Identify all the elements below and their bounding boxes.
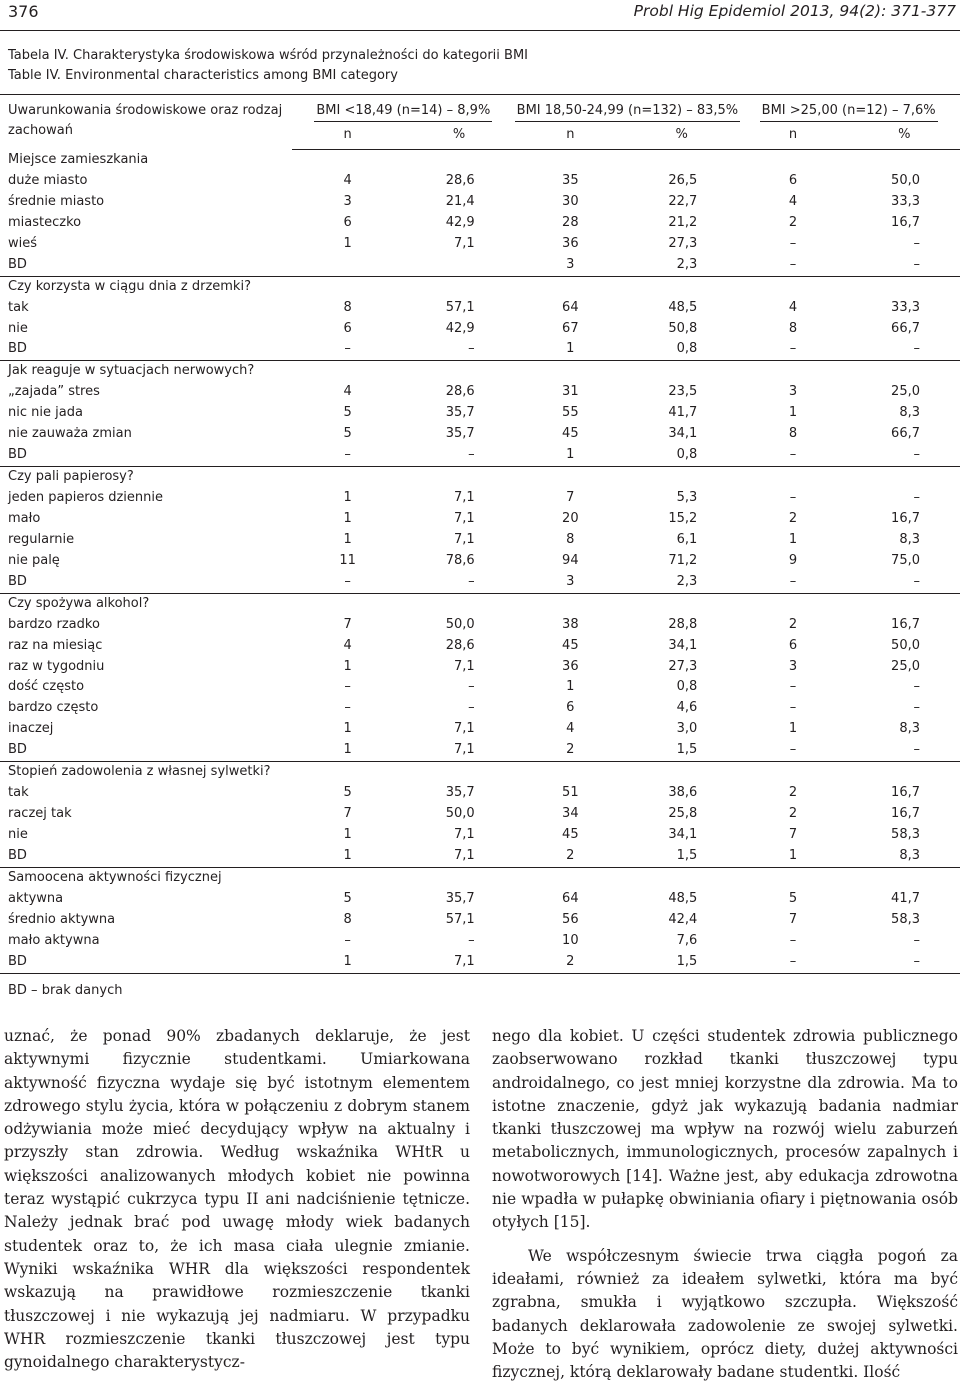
cell-count: – [789, 256, 797, 272]
table-caption-en: Table IV. Environmental characteristics among BMI category [8, 68, 398, 83]
cell-count: 1 [788, 405, 798, 421]
cell-percent: 8,3 [899, 531, 920, 547]
row-label: mało aktywna [8, 932, 100, 948]
subheader-pct: % [626, 125, 737, 150]
cell-count: 6 [788, 172, 798, 188]
cell-percent: 66,7 [891, 320, 920, 336]
cell-percent: 50,0 [445, 616, 475, 632]
cell-count: 1 [566, 447, 575, 463]
cell-count: 6 [343, 320, 352, 336]
row-label: nie [8, 320, 28, 336]
cell-count: 45 [562, 827, 579, 842]
row-label: bardzo rzadko [8, 616, 100, 632]
cell-percent: 16,7 [891, 616, 920, 632]
row-label: BD [8, 847, 27, 863]
row-label: bardzo często [8, 700, 99, 716]
cell-count: – [789, 490, 797, 505]
cell-percent: 58,3 [891, 911, 920, 927]
table-row [0, 424, 960, 445]
cell-count: 2 [566, 742, 575, 758]
cell-percent: 1,5 [676, 742, 698, 758]
section-header-row [0, 762, 960, 783]
cell-percent: 6,1 [676, 531, 698, 547]
cell-count: – [344, 447, 351, 463]
cell-percent: 7,1 [453, 490, 475, 505]
cell-count: 1 [343, 847, 352, 863]
body-column-left [4, 1025, 470, 1374]
cell-count: – [789, 447, 797, 463]
cell-count: 36 [562, 658, 579, 674]
cell-count: 10 [562, 932, 579, 948]
cell-count: 1 [343, 235, 352, 251]
row-label: „zajada” stres [8, 384, 100, 400]
cell-count: – [737, 952, 848, 973]
cell-percent: 38,6 [668, 785, 698, 801]
table-row [0, 889, 960, 910]
table-row [0, 698, 960, 719]
cell-percent: – [913, 490, 920, 505]
table-row [0, 910, 960, 931]
cell-percent: 7,1 [453, 847, 475, 863]
cell-percent: 7,1 [453, 742, 475, 758]
cell-percent: – [913, 447, 920, 463]
row-label: raz w tygodniu [8, 658, 105, 674]
cell-count: 4 [343, 172, 352, 188]
cell-count: 1 [566, 341, 575, 357]
section-header-row [0, 467, 960, 488]
table-row [0, 530, 960, 551]
section-header-row [0, 276, 960, 297]
table-row [0, 931, 960, 952]
row-label: nic nie jada [8, 405, 83, 421]
section-title: Czy spożywa alkohol? [0, 593, 960, 614]
table-row [0, 319, 960, 340]
cell-count: 8 [566, 531, 575, 547]
cell-count: 7 [343, 806, 352, 822]
cell-percent: 7,1 [453, 235, 475, 251]
cell-count: 1 [343, 490, 352, 505]
cell-percent: – [913, 256, 920, 272]
cell-percent: 8,3 [899, 721, 920, 737]
cell-count: – [789, 932, 797, 948]
cell-percent: – [468, 341, 475, 357]
cell-percent: – [849, 952, 960, 973]
section-header-row [0, 150, 960, 171]
subheader-pct: % [849, 125, 960, 150]
cell-percent: 25,0 [891, 658, 920, 674]
cell-percent: – [913, 341, 920, 357]
table-row [0, 846, 960, 867]
row-label: BD [8, 573, 27, 589]
cell-percent: 7,1 [453, 827, 475, 842]
cell-percent: 21,4 [445, 193, 475, 209]
cell-percent: – [468, 447, 475, 463]
table-row [0, 719, 960, 740]
cell-count: 64 [562, 299, 579, 315]
cell-percent: 57,1 [445, 299, 475, 315]
cell-count: 1 [788, 531, 798, 547]
body-column-right [492, 1025, 958, 1384]
cell-count: – [344, 932, 351, 948]
paragraph: uznać, że ponad 90% zbadanych deklaruje, że jest aktywnymi fizycznie studentkami. Umiarkowana aktywność fizyczna wydaje się być istotnym elementem zdrowego stylu życia, która w połączeniu z dobrym stanem odżywiania może mieć decydujący wpływ na aktualny i przyszły stan zdrowia. Według wskaźnika WHtR u większości analizowanych młodych kobiet nie powinna teraz wystąpić cukrzyca typu II ani nadciśnienie tętnicze. Należy jednak brać pod uwagę młody wiek badanych studentek oraz to, że ich masa ciała ulegnie zmianie. Wyniki wskaźnika WHR dla większości respondentek wskazują na prawidłowe rozmieszczenie tkanki tłuszczowej i nie wykazują jej nadmiaru. W przypadku WHR rozmieszczenie tkanki tłuszczowej jest typu gynoidalnego charakterystycz- [4, 1027, 470, 1372]
cell-count: 1 [343, 510, 352, 526]
cell-percent: 33,3 [891, 193, 920, 209]
cell-percent: 7,1 [453, 658, 475, 674]
cell-percent: 41,7 [891, 890, 920, 906]
row-label: raczej tak [8, 806, 72, 822]
table-row [0, 488, 960, 509]
cell-count: 5 [788, 890, 798, 906]
row-label: dość często [8, 679, 85, 695]
cell-count: 3 [788, 384, 798, 400]
table-row [0, 171, 960, 192]
cell-percent: 50,0 [891, 637, 920, 653]
cell-percent: 2,3 [676, 573, 698, 589]
cell-percent: – [913, 700, 920, 716]
table-row [0, 213, 960, 234]
cell-count: 20 [562, 510, 579, 526]
page-number: 376 [8, 2, 39, 21]
cell-percent: – [913, 932, 920, 948]
cell-percent: 1,5 [626, 952, 737, 973]
table-row [0, 636, 960, 657]
table-caption [8, 46, 528, 86]
subheader-n: n [737, 125, 848, 150]
cell-count: 6 [566, 700, 575, 716]
row-label: inaczej [8, 721, 54, 737]
cell-count: 2 [566, 847, 575, 863]
cell-percent: 16,7 [891, 510, 920, 526]
cell-percent: 1,5 [676, 847, 698, 863]
cell-count: 8 [343, 299, 352, 315]
table-row [0, 298, 960, 319]
cell-count: – [344, 679, 351, 695]
row-label: nie [8, 827, 28, 842]
cell-percent: 75,0 [891, 552, 920, 568]
cell-count: 4 [343, 384, 352, 400]
cell-count: 9 [788, 552, 798, 568]
section-header-row [0, 867, 960, 888]
cell-percent: 27,3 [668, 658, 698, 674]
row-label: nie palę [8, 552, 60, 568]
cell-count: 1 [343, 742, 352, 758]
cell-percent: 66,7 [891, 426, 920, 442]
cell-percent: 3,0 [676, 721, 698, 737]
table-row [0, 445, 960, 466]
table-row [0, 509, 960, 530]
row-label: BD [8, 447, 27, 463]
section-title: Stopień zadowolenia z własnej sylwetki? [0, 762, 960, 783]
table-footnote: BD – brak danych [8, 983, 123, 998]
row-label: BD [0, 952, 292, 973]
cell-percent: – [913, 573, 920, 589]
row-label: wieś [8, 235, 38, 251]
cell-count: – [789, 679, 797, 695]
section-header-row [0, 593, 960, 614]
cell-count: 31 [562, 384, 579, 400]
cell-count: 2 [515, 952, 626, 973]
cell-count: 2 [788, 510, 798, 526]
cell-percent: 57,1 [445, 911, 475, 927]
bmi-environment-table [0, 94, 960, 974]
cell-percent: 22,7 [668, 193, 698, 209]
row-label: BD [8, 341, 27, 357]
section-header-row [0, 361, 960, 382]
cell-count: 56 [562, 911, 579, 927]
cell-percent: 0,8 [676, 679, 698, 695]
cell-percent: 25,0 [891, 384, 920, 400]
paragraph: We współczesnym świecie trwa ciągła pogoń za ideałami, również za ideałem sylwetki, która ma być zgrabna, smukła i wyjątkowo szczupła. Większość badanych deklarowała zadowolenie ze swojej sylwetki. Może to być wynikiem, oprócz diety, dużej aktywności fizycznej, którą deklarowały badane studentki. Ilość [492, 1246, 958, 1382]
cell-percent: 34,1 [668, 827, 698, 842]
row-label: jeden papieros dziennie [8, 490, 164, 505]
cell-count: 8 [788, 320, 798, 336]
row-label: tak [8, 299, 29, 315]
cell-percent: – [468, 679, 475, 695]
table-row [0, 657, 960, 678]
cell-percent: 7,6 [676, 932, 698, 948]
cell-percent: 27,3 [668, 235, 698, 251]
cell-percent: 41,7 [668, 405, 698, 421]
subheader-pct: % [403, 125, 514, 150]
cell-count: 5 [343, 785, 352, 801]
cell-count: 30 [562, 193, 579, 209]
table-row [0, 952, 960, 973]
row-label: regularnie [8, 531, 75, 547]
journal-citation: Probl Hig Epidemiol 2013, 94(2): 371-377 [633, 2, 956, 20]
cell-count: 6 [788, 637, 798, 653]
cell-percent: 8,3 [899, 405, 920, 421]
cell-percent: 26,5 [668, 172, 698, 188]
cell-count: 67 [562, 320, 579, 336]
cell-percent: – [913, 235, 920, 251]
cell-percent: 35,7 [445, 890, 475, 906]
cell-count: 4 [566, 721, 575, 737]
cell-count: 94 [562, 552, 579, 568]
table-row [0, 740, 960, 761]
bmi-environment-table-wrapper [0, 94, 960, 974]
cell-percent: 7,1 [453, 531, 475, 547]
cell-percent: 42,9 [445, 214, 475, 230]
cell-count: – [789, 742, 797, 758]
cell-count: 1 [566, 679, 575, 695]
cell-percent: 16,7 [891, 214, 920, 230]
row-label: miasteczko [8, 214, 82, 230]
cell-percent: 4,6 [676, 700, 698, 716]
cell-percent: 71,2 [668, 552, 698, 568]
cell-percent: 28,6 [445, 384, 475, 400]
cell-count: 64 [562, 890, 579, 906]
cell-count: 4 [788, 299, 798, 315]
section-title: Miejsce zamieszkania [8, 152, 149, 167]
cell-percent: 48,5 [668, 890, 698, 906]
table-row [0, 551, 960, 572]
page-header [0, 0, 960, 31]
cell-percent: 7,1 [403, 952, 514, 973]
cell-percent: 33,3 [891, 299, 920, 315]
section-title: Samoocena aktywności fizycznej [0, 867, 960, 888]
cell-count: 5 [343, 890, 352, 906]
cell-percent: 50,0 [891, 172, 920, 188]
section-title: Czy pali papierosy? [0, 467, 960, 488]
cell-count: 45 [562, 637, 579, 653]
cell-percent: 23,5 [668, 384, 698, 400]
table-row [0, 677, 960, 698]
cell-percent: 28,6 [445, 637, 475, 653]
section-title: Czy korzysta w ciągu dnia z drzemki? [0, 276, 960, 297]
row-label: BD [8, 742, 27, 758]
cell-percent: – [468, 573, 475, 589]
cell-count: 1 [343, 721, 352, 737]
cell-percent: 2,3 [676, 256, 698, 272]
cell-count: 1 [343, 658, 352, 674]
cell-count: 1 [788, 847, 798, 863]
cell-percent: 16,7 [891, 806, 920, 822]
cell-percent: 50,0 [445, 806, 475, 822]
cell-count: 45 [562, 426, 579, 442]
cell-count: 1 [343, 827, 352, 842]
cell-count: 3 [566, 256, 575, 272]
cell-count: 3 [788, 658, 798, 674]
row-label: aktywna [8, 890, 64, 906]
table-row [0, 804, 960, 825]
table-row [0, 825, 960, 846]
cell-percent: 28,6 [445, 172, 475, 188]
cell-percent: 7,1 [453, 721, 475, 737]
section-title: Jak reaguje w sytuacjach nerwowych? [0, 361, 960, 382]
cell-count: 11 [339, 552, 356, 568]
cell-count: – [789, 341, 797, 357]
cell-count: 8 [788, 426, 798, 442]
table-row [0, 339, 960, 360]
cell-count: 8 [343, 911, 352, 927]
cell-count: 6 [343, 214, 352, 230]
subheader-n: n [515, 125, 626, 150]
cell-percent: 35,7 [445, 426, 475, 442]
cell-count: – [789, 573, 797, 589]
cell-count: – [789, 700, 797, 716]
cell-count: 7 [788, 911, 798, 927]
row-label: średnie miasto [8, 193, 105, 209]
cell-count: 7 [566, 490, 575, 505]
table-row [0, 234, 960, 255]
cell-count: – [344, 573, 351, 589]
table-row [0, 615, 960, 636]
cell-percent: 35,7 [445, 785, 475, 801]
cell-percent: 21,2 [668, 214, 698, 230]
cell-count: 4 [343, 637, 352, 653]
cell-count: – [789, 235, 797, 251]
cell-count: 36 [562, 235, 579, 251]
cell-count: 34 [562, 806, 579, 822]
cell-percent: 42,4 [668, 911, 698, 927]
cell-count [292, 255, 403, 276]
table-caption-pl: Tabela IV. Charakterystyka środowiskowa wśród przynależności do kategorii BMI [8, 48, 528, 63]
cell-count: 5 [343, 426, 352, 442]
row-header-label: Uwarunkowania środowiskowe oraz rodzaj zachowań [0, 95, 292, 150]
cell-count: 28 [562, 214, 579, 230]
group-header-overweight: BMI >25,00 (n=12) – 7,6% [737, 95, 960, 126]
group-header-normal: BMI 18,50-24,99 (n=132) – 83,5% [515, 95, 738, 126]
row-label: średnio aktywna [8, 911, 116, 927]
cell-percent: 48,5 [668, 299, 698, 315]
row-label: tak [8, 785, 29, 801]
group-header-underweight: BMI <18,49 (n=14) – 8,9% [292, 95, 515, 126]
row-label: raz na miesiąc [8, 637, 103, 653]
cell-percent: 16,7 [891, 785, 920, 801]
table-row [0, 192, 960, 213]
cell-count: 55 [562, 405, 579, 421]
row-label: BD [8, 256, 27, 272]
paragraph: nego dla kobiet. U części studentek zdrowia publicznego zaobserwowano rozkład tkanki tłuszczowej typu androidalnego, co jest mniej korzystne dla zdrowia. Ma to istotne znaczenie, gdyż jak wykazują badania nadmiar tkanki tłuszczowej ma wpływ na rozwój wielu zaburzeń metabolicznych, immunologicznych, procesów zapalnych i nowotworowych [14]. Ważne jest, aby edukacja zdrowotna nie wpadła w pułapkę obwiniania ofiary i piętnowania osób otyłych [15]. [492, 1027, 958, 1232]
cell-percent: 34,1 [668, 637, 698, 653]
cell-percent: 5,3 [676, 490, 698, 505]
cell-count: 1 [292, 952, 403, 973]
cell-count: 3 [566, 573, 575, 589]
cell-count: 2 [788, 616, 798, 632]
cell-count: 2 [788, 214, 798, 230]
cell-count: 35 [562, 172, 579, 188]
cell-percent: – [468, 700, 475, 716]
cell-count: – [344, 341, 351, 357]
row-label: nie zauważa zmian [8, 426, 132, 442]
cell-count: 38 [562, 616, 579, 632]
cell-percent: 0,8 [676, 341, 698, 357]
subheader-n: n [292, 125, 403, 150]
cell-percent: 42,9 [445, 320, 475, 336]
cell-percent: – [913, 679, 920, 695]
cell-count: 51 [562, 785, 579, 801]
table-row [0, 403, 960, 424]
cell-count: 3 [343, 193, 352, 209]
cell-percent: 8,3 [899, 847, 920, 863]
table-body [0, 150, 960, 974]
cell-count: 5 [343, 405, 352, 421]
cell-percent: 34,1 [668, 426, 698, 442]
cell-percent: 78,6 [445, 552, 475, 568]
cell-count: 7 [788, 827, 798, 842]
row-label: mało [8, 510, 41, 526]
cell-percent: 58,3 [891, 827, 920, 842]
cell-percent: 7,1 [453, 510, 475, 526]
cell-count: 4 [788, 193, 798, 209]
cell-percent: 35,7 [445, 405, 475, 421]
cell-percent: 0,8 [676, 447, 698, 463]
cell-count: – [344, 700, 351, 716]
cell-count: 7 [343, 616, 352, 632]
cell-count: 2 [788, 806, 798, 822]
table-row [0, 572, 960, 593]
cell-percent: 50,8 [668, 320, 698, 336]
table-row [0, 255, 960, 276]
cell-percent: 25,8 [668, 806, 698, 822]
table-row [0, 382, 960, 403]
cell-percent: 15,2 [668, 510, 698, 526]
cell-count: 2 [788, 785, 798, 801]
cell-percent: – [468, 932, 475, 948]
cell-percent [403, 255, 514, 276]
table-row [0, 783, 960, 804]
cell-percent: – [913, 742, 920, 758]
cell-percent: 28,8 [668, 616, 698, 632]
row-label: duże miasto [8, 172, 88, 188]
cell-count: 1 [788, 721, 798, 737]
cell-count: 1 [343, 531, 352, 547]
